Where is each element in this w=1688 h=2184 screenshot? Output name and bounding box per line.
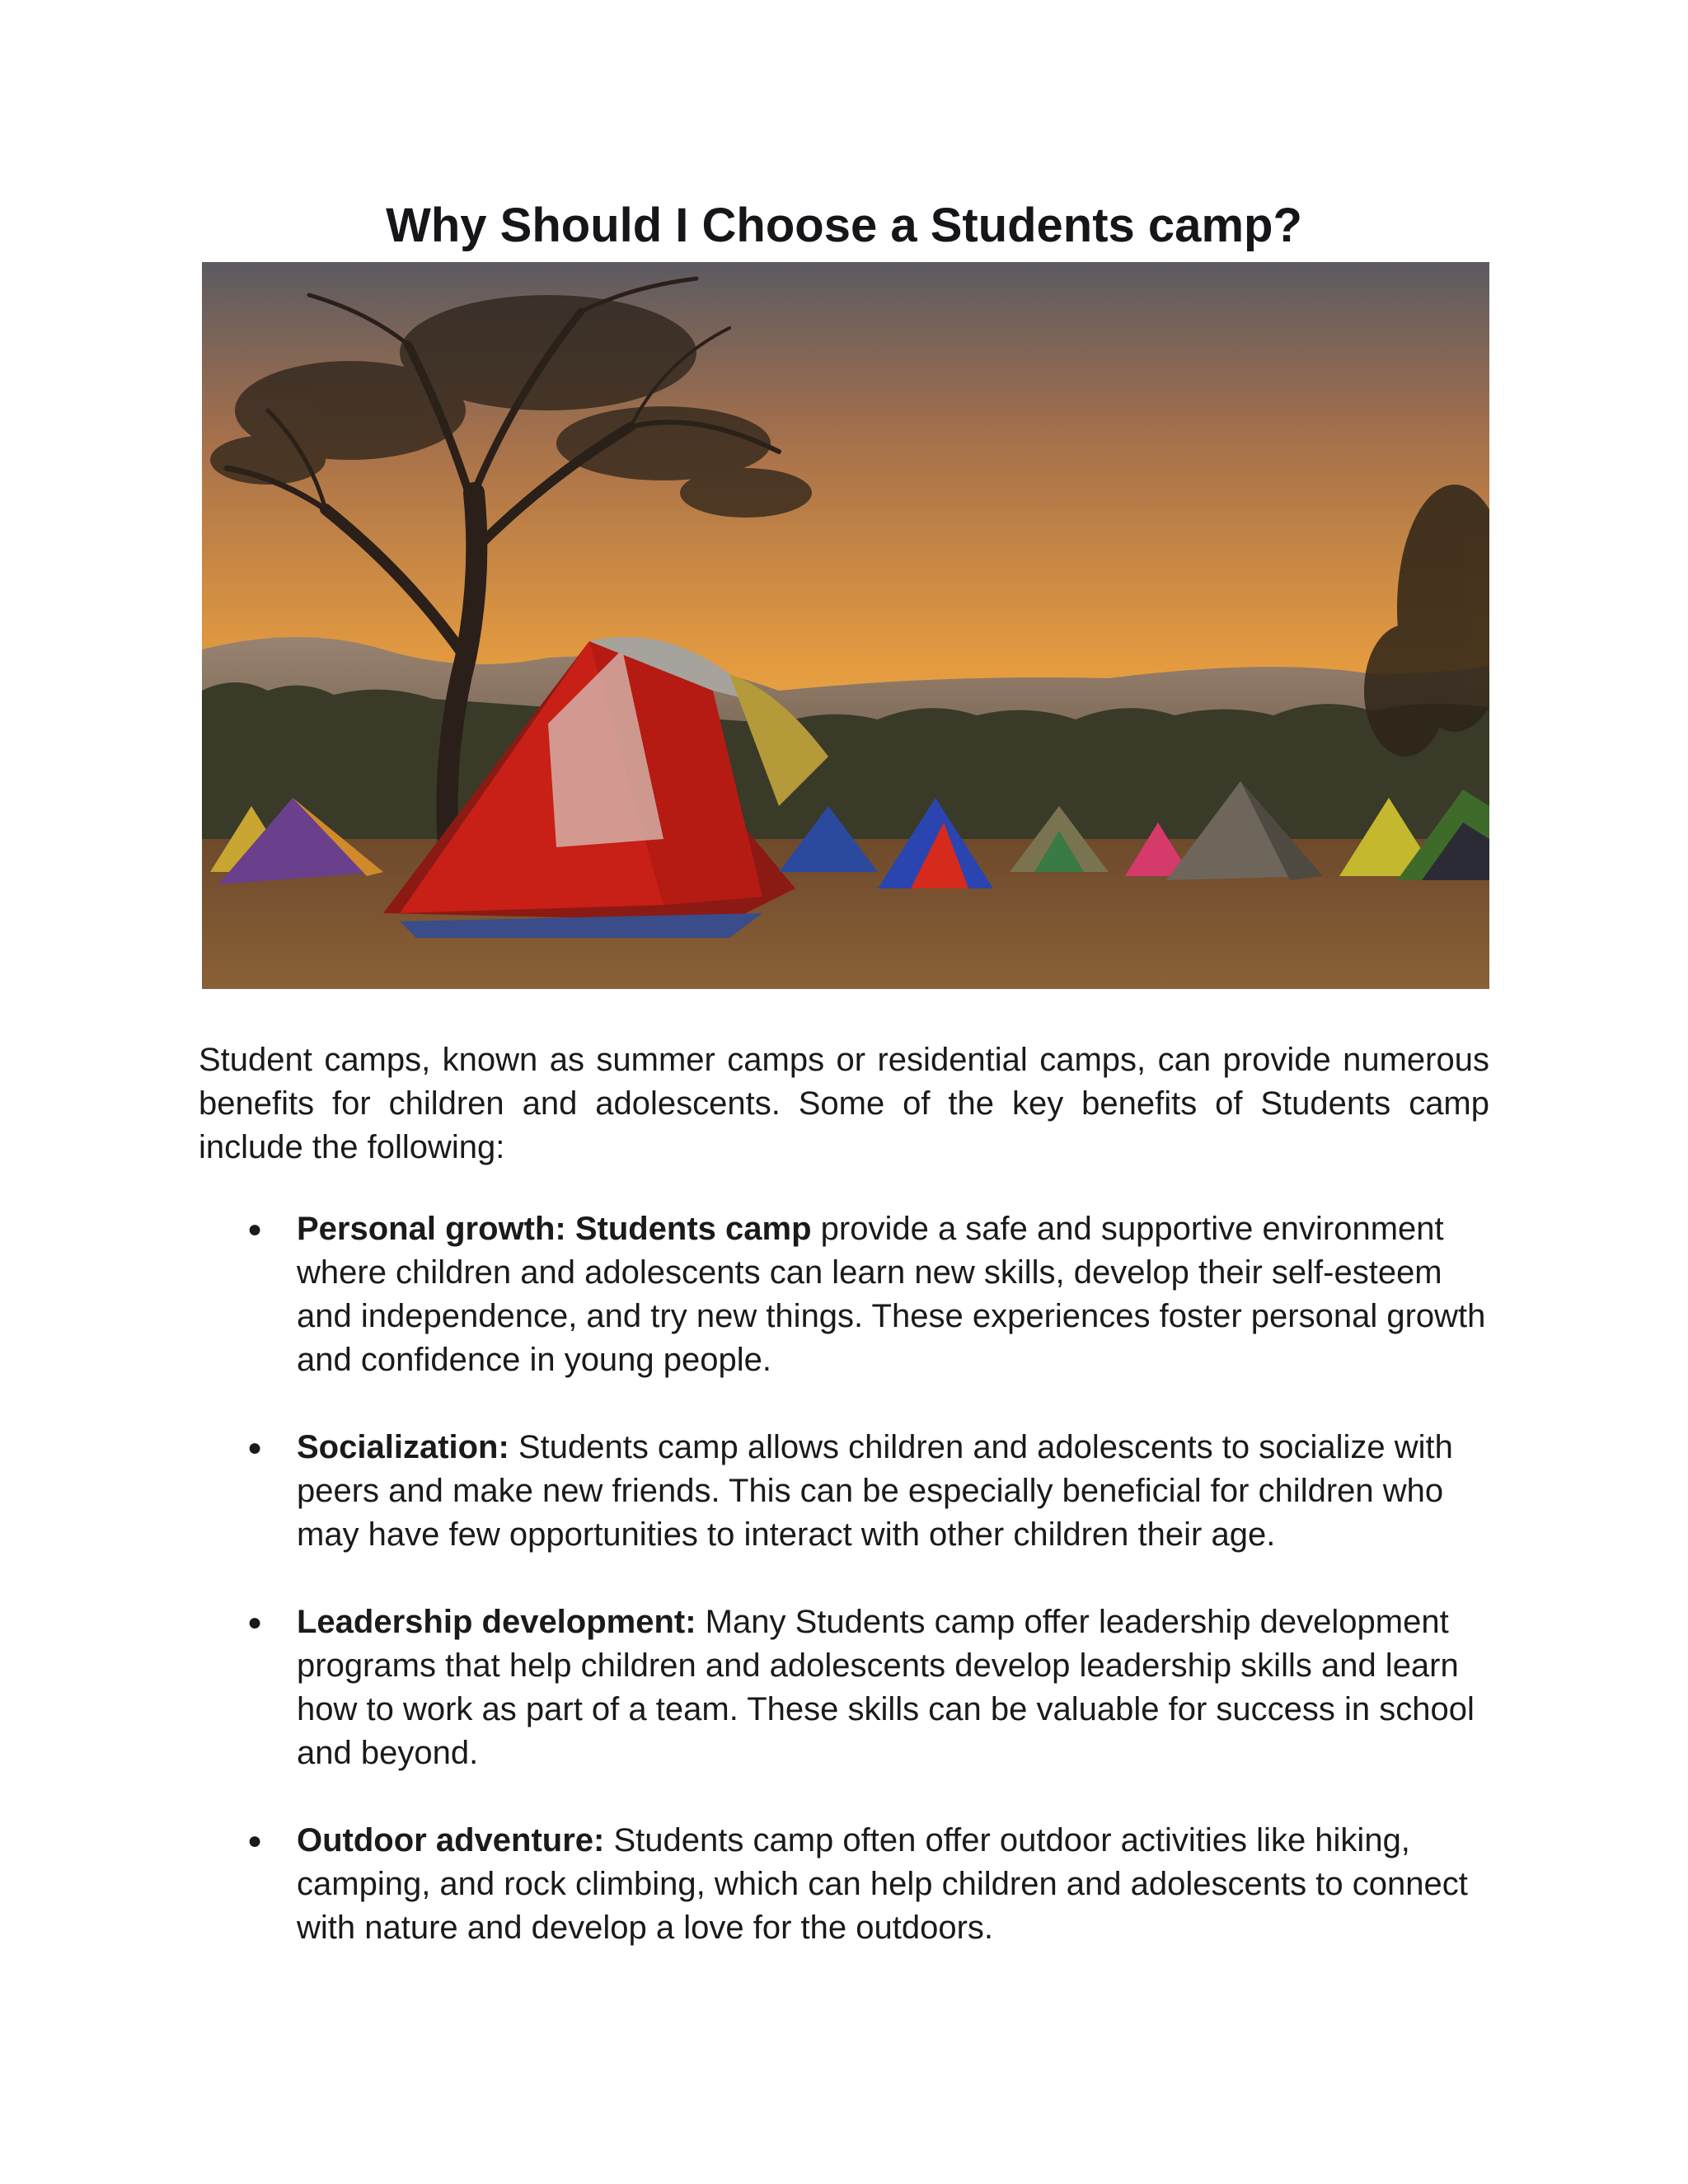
list-item bbox=[247, 1426, 1492, 1557]
bullet-icon: ● bbox=[247, 1216, 263, 1243]
benefit-term: Socialization: bbox=[297, 1429, 509, 1465]
benefit-term: Leadership development: bbox=[297, 1604, 696, 1640]
page-title: Why Should I Choose a Students camp? bbox=[386, 199, 1302, 252]
benefit-text: Many Students camp offer leadership development programs that help children and adolescents develop leadership skills and learn how to work as part of a team. These skills can be valuable for success in school and beyond. bbox=[297, 1604, 1475, 1771]
bullet-icon: ● bbox=[247, 1827, 263, 1854]
benefit-term: Outdoor adventure: bbox=[297, 1822, 605, 1858]
list-item bbox=[247, 1819, 1492, 1950]
benefit-text: provide a safe and supportive environment where children and adolescents can learn new skills, develop their self-esteem and independence, and try new things. These experiences foster personal growth and confidence in young people. bbox=[297, 1211, 1486, 1378]
campsite-illustration bbox=[202, 262, 1489, 989]
bullet-icon: ● bbox=[247, 1434, 263, 1461]
hero-photo-campsite-sunset bbox=[202, 262, 1489, 989]
benefit-text: Students camp allows children and adolescents to socialize with peers and make new friends. This can be especially beneficial for children who may have few opportunities to interact with other children their age. bbox=[297, 1429, 1453, 1553]
bullet-icon: ● bbox=[247, 1609, 263, 1636]
benefit-term: Personal growth: Students camp bbox=[297, 1211, 812, 1247]
benefits-list bbox=[247, 1207, 1492, 1994]
intro-paragraph: Student camps, known as summer camps or residential camps, can provide numerous benefits for children and adolescents. Some of the key benefits of Students camp include the following: bbox=[199, 1042, 1489, 1165]
benefit-text: Students camp often offer outdoor activities like hiking, camping, and rock climbing, which can help children and adolescents to connect with nature and develop a love for the outdoors. bbox=[297, 1822, 1468, 1946]
list-item bbox=[247, 1207, 1492, 1382]
list-item bbox=[247, 1601, 1492, 1775]
